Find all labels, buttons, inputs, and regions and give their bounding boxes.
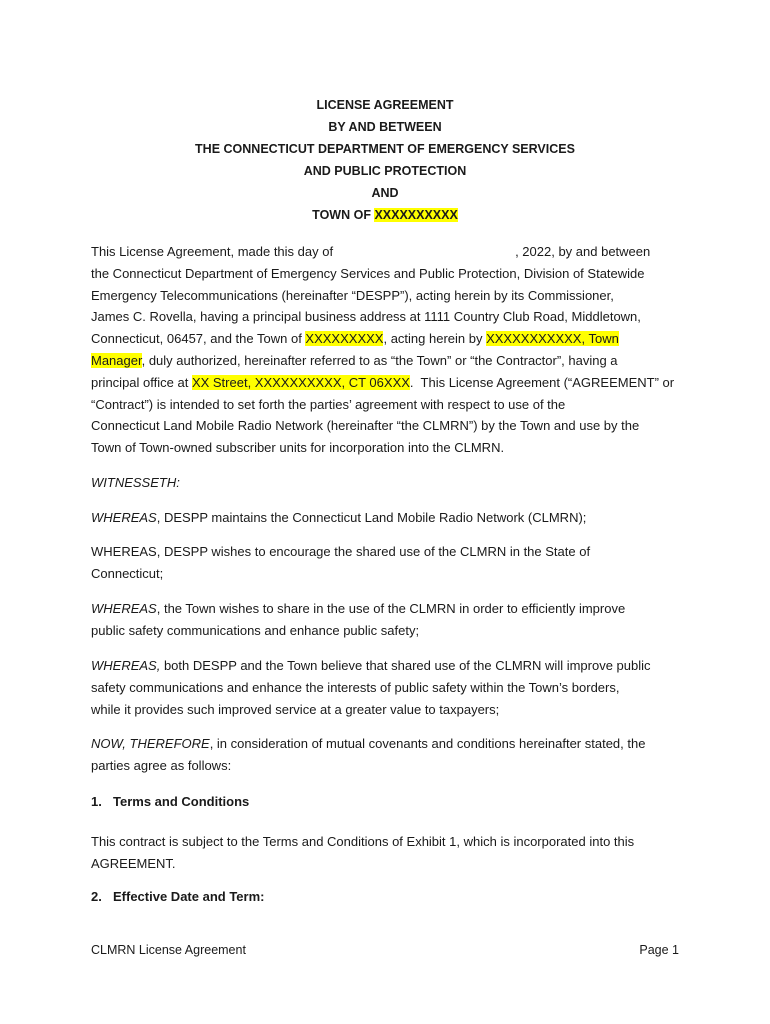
document-title [0,94,770,226]
whereas-4-line-3: while it provides such improved service at a greater value to taxpayers; [91,701,500,717]
intro-line-6b: , duly authorized, hereinafter referred to as “the Town” or “the Contractor”, having a [141,352,618,368]
title-line-1: LICENSE AGREEMENT [316,98,454,112]
intro-line-2: the Connecticut Department of Emergency Services and Public Protection, Division of Statewide [91,265,645,281]
title-town-placeholder: XXXXXXXXXX [374,208,458,222]
intro-line-7 [91,372,683,394]
now-therefore-paragraph [91,733,683,777]
intro-paragraph [91,241,683,459]
whereas-paragraph-4 [91,655,683,720]
title-line-3: THE CONNECTICUT DEPARTMENT OF EMERGENCY SERVICES [195,142,575,156]
section-2-heading [91,889,264,904]
whereas-4-text: both DESPP and the Town believe that shared use of the CLMRN will improve public [160,658,651,673]
title-town-prefix: TOWN OF [312,208,375,222]
whereas-3-text: , the Town wishes to share in the use of the CLMRN in order to efficiently improve [156,601,626,616]
now-therefore-lead: NOW, THEREFORE [91,736,210,751]
whereas-2-line-2: Connecticut; [91,565,164,581]
address-placeholder: XX Street, XXXXXXXXXX, CT 06XXX [191,374,410,390]
section-2-title: Effective Date and Term: [113,889,265,904]
town-name-placeholder: XXXXXXXXX [305,331,384,347]
whereas-3-line-1 [91,598,683,620]
now-therefore-text: , in consideration of mutual covenants and conditions hereinafter stated, the [209,736,646,751]
intro-line-4: James C. Rovella, having a principal business address at 1111 Country Club Road, Middletown, [91,309,641,325]
title-line-5: AND [371,186,399,200]
intro-line-7c: . This License Agreement (“AGREEMENT” or [409,374,675,390]
witnesseth-heading: WITNESSETH: [91,475,180,490]
title-line-6 [0,204,770,226]
whereas-4-line-2: safety communications and enhance the interests of public safety within the Town’s borders, [91,679,620,695]
intro-line-7a: principal office at [91,374,192,390]
intro-line-5c: , acting herein by [383,331,487,347]
intro-line-9: Connecticut Land Mobile Radio Network (hereinafter “the CLMRN”) by the Town and use by the [91,418,640,434]
intro-line-3: Emergency Telecommunications (hereinafter “DESPP”), acting herein by its Commissioner, [91,287,614,303]
whereas-4-line-1 [91,655,683,677]
intro-line-5a: Connecticut, 06457, and the Town of [91,331,306,347]
intro-line-5 [91,328,683,350]
section-1-line-1: This contract is subject to the Terms and Conditions of Exhibit 1, which is incorporated into this [91,834,635,849]
title-line-4: AND PUBLIC PROTECTION [303,164,467,178]
intro-line-10: Town of Town-owned subscriber units for incorporation into the CLMRN. [91,440,505,456]
manager-name-placeholder: XXXXXXXXXXX, Town [486,331,619,347]
whereas-1-line [91,507,683,529]
title-line-2: BY AND BETWEEN [328,120,442,134]
whereas-3-line-2: public safety communications and enhance public safety; [91,622,420,638]
now-therefore-line-1 [91,733,683,755]
manager-title-placeholder: Manager [91,352,142,368]
section-1-title: Terms and Conditions [113,794,250,809]
section-1-line-2: AGREEMENT. [91,855,176,871]
whereas-paragraph-1 [91,507,683,529]
intro-line-8: “Contract”) is intended to set forth the parties’ agreement with respect to use of the [91,396,566,412]
whereas-paragraph-3 [91,598,683,642]
footer-page-number: Page 1 [639,943,679,957]
footer-document-name: CLMRN License Agreement [91,943,246,957]
whereas-1-text: , DESPP maintains the Connecticut Land Mobile Radio Network (CLMRN); [156,510,587,525]
section-1-number: 1. [91,794,102,809]
whereas-1-lead: WHEREAS [91,510,157,525]
intro-line-1 [91,241,683,263]
intro-line-6 [91,350,683,372]
section-1-heading [91,794,249,809]
now-therefore-line-2: parties agree as follows: [91,757,232,773]
intro-line-1a: This License Agreement, made this day of [91,244,334,259]
section-2-number: 2. [91,889,102,904]
whereas-3-lead: WHEREAS [91,601,157,616]
section-1-body [91,831,683,875]
whereas-paragraph-2 [91,541,683,585]
intro-line-1b: , 2022, by and between [515,244,651,259]
whereas-4-lead: WHEREAS, [91,658,161,673]
whereas-2-line-1: WHEREAS, DESPP wishes to encourage the shared use of the CLMRN in the State of [91,544,591,559]
